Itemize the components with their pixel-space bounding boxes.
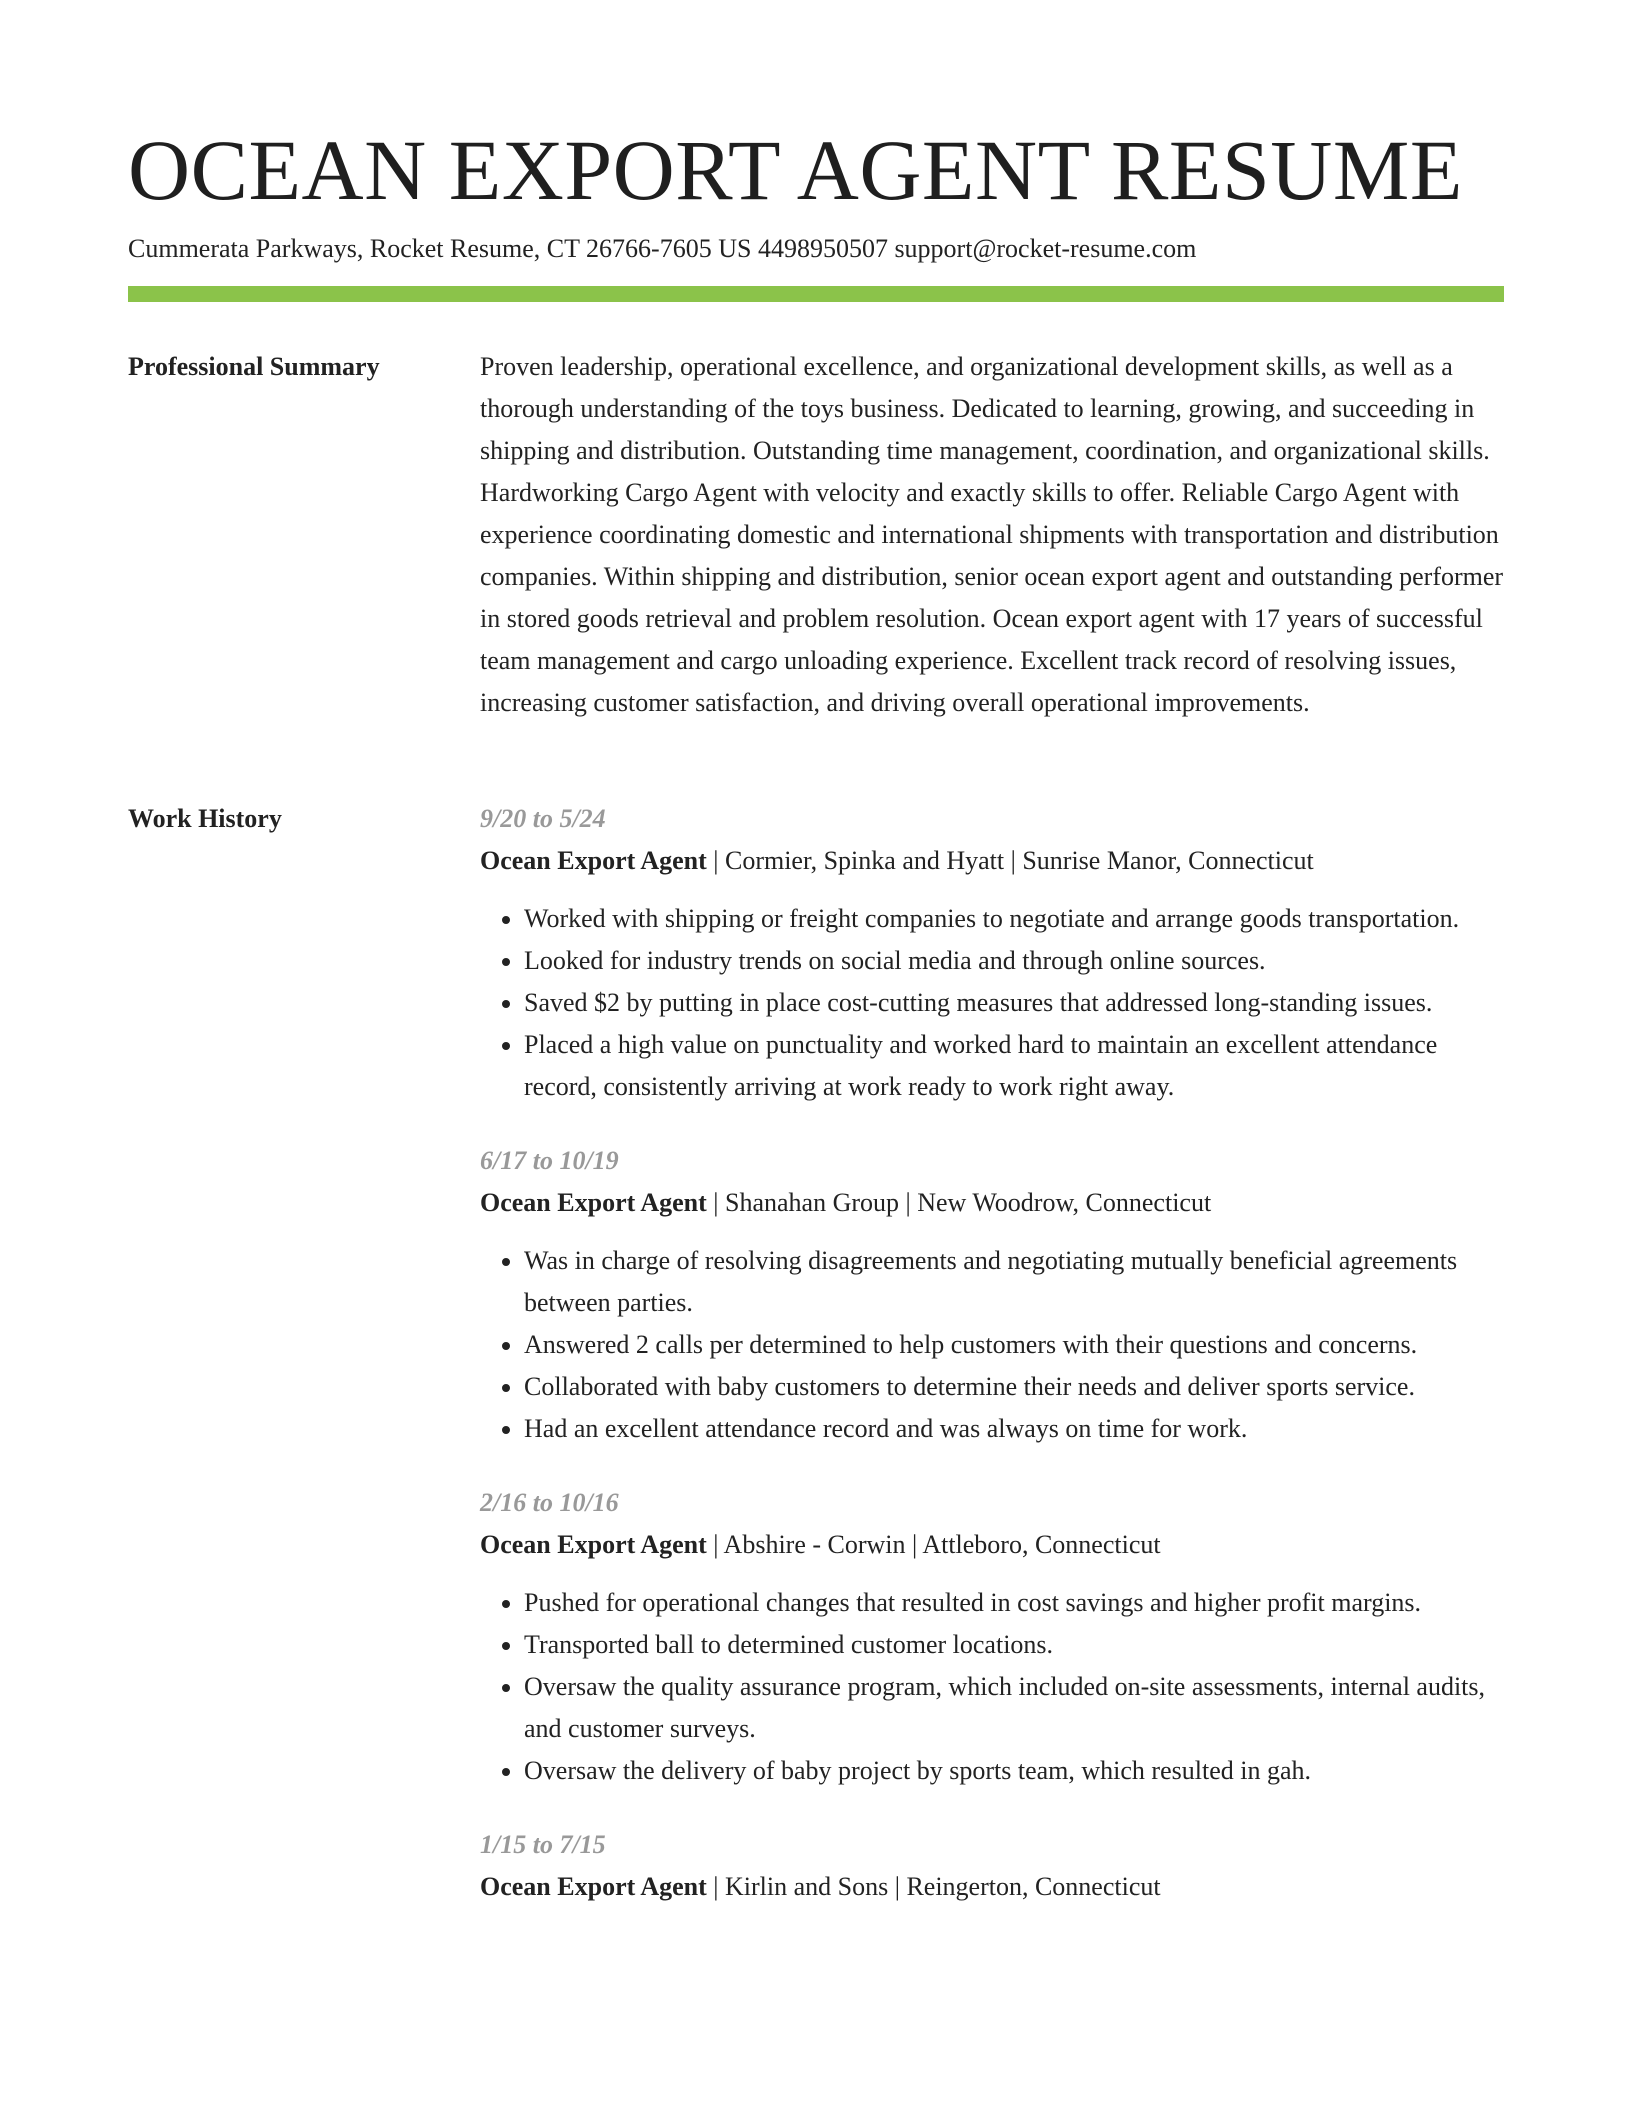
job-company: Kirlin and Sons	[724, 1872, 889, 1901]
job-separator: |	[706, 1872, 725, 1901]
job-company: Shanahan Group	[724, 1188, 899, 1217]
job-location: New Woodrow, Connecticut	[917, 1188, 1212, 1217]
job-title: Ocean Export Agent	[480, 846, 707, 875]
job-bullet: • Transported ball to determined customer locations.	[524, 1624, 1510, 1666]
job-heading	[480, 840, 1510, 882]
resume-title: OCEAN EXPORT AGENT RESUME	[128, 122, 1463, 218]
job-separator: |	[706, 1530, 724, 1559]
job-dates: 1/15 to 7/15	[480, 1830, 606, 1859]
job-bullet: • Placed a high value on punctuality and worked hard to maintain an excellent attendance record, consistently arriving at work ready to work right away.	[524, 1024, 1510, 1108]
section-label-professional-summary: Professional Summary	[128, 352, 380, 381]
summary-text: Proven leadership, operational excellence, and organizational development skills, as well as a thorough understanding of the toys business. Dedicated to learning, growing, and succeeding in shipping and distribution. Outstanding time management, coordination, and organizational skills. Hardworking Cargo Agent with velocity and exactly skills to offer. Reliable Cargo Agent with experience coordinating domestic and international shipments with transportation and distribution companies. Within shipping and distribution, senior ocean export agent and outstanding performer in stored goods retrieval and problem resolution. Ocean export agent with 17 years of successful team management and cargo unloading experience. Excellent track record of resolving issues, increasing customer satisfaction, and driving overall operational improvements.	[480, 352, 1504, 717]
job-company: Cormier, Spinka and Hyatt	[724, 846, 1005, 875]
job-bullet: • Looked for industry trends on social media and through online sources.	[524, 940, 1510, 982]
summary-body	[480, 346, 1510, 724]
job-heading	[480, 1866, 1510, 1908]
job-location: Sunrise Manor, Connecticut	[1022, 846, 1314, 875]
job-bullet: • Pushed for operational changes that resulted in cost savings and higher profit margins.	[524, 1582, 1510, 1624]
job-heading	[480, 1182, 1510, 1224]
job-title: Ocean Export Agent	[480, 1188, 707, 1217]
job-separator: |	[706, 1188, 725, 1217]
job-title: Ocean Export Agent	[480, 1530, 707, 1559]
job-bullet: • Oversaw the quality assurance program, which included on-site assessments, internal audits, and customer surveys.	[524, 1666, 1510, 1750]
job-bullet-list	[480, 1582, 1510, 1792]
job-bullet: • Saved $2 by putting in place cost-cutting measures that addressed long-standing issues.	[524, 982, 1510, 1024]
job-bullet: • Answered 2 calls per determined to help customers with their questions and concerns.	[524, 1324, 1510, 1366]
job-bullet: • Collaborated with baby customers to determine their needs and deliver sports service.	[524, 1366, 1510, 1408]
contact-line: Cummerata Parkways, Rocket Resume, CT 26766-7605 US 4498950507 support@rocket-resume.com	[128, 234, 1197, 263]
job-entry	[480, 1824, 1510, 1908]
job-location: Attleboro, Connecticut	[922, 1530, 1161, 1559]
job-entry	[480, 1140, 1510, 1450]
work-history-list	[480, 798, 1510, 1940]
job-title: Ocean Export Agent	[480, 1872, 707, 1901]
job-bullet: • Had an excellent attendance record and was always on time for work.	[524, 1408, 1510, 1450]
job-bullet-list	[480, 1240, 1510, 1450]
job-location: Reingerton, Connecticut	[906, 1872, 1161, 1901]
job-separator: |	[899, 1188, 918, 1217]
job-separator: |	[905, 1530, 923, 1559]
job-entry	[480, 798, 1510, 1108]
job-bullet: • Worked with shipping or freight companies to negotiate and arrange goods transportation.	[524, 898, 1510, 940]
section-label-work-history: Work History	[128, 804, 282, 833]
job-heading	[480, 1524, 1510, 1566]
job-entry	[480, 1482, 1510, 1792]
job-bullet: • Oversaw the delivery of baby project by sports team, which resulted in gah.	[524, 1750, 1510, 1792]
job-bullet-list	[480, 898, 1510, 1108]
job-dates: 2/16 to 10/16	[480, 1488, 619, 1517]
job-bullet: • Was in charge of resolving disagreements and negotiating mutually beneficial agreements between parties.	[524, 1240, 1510, 1324]
job-company: Abshire - Corwin	[723, 1530, 906, 1559]
job-dates: 6/17 to 10/19	[480, 1146, 619, 1175]
job-separator: |	[706, 846, 725, 875]
job-dates: 9/20 to 5/24	[480, 804, 606, 833]
job-separator: |	[1004, 846, 1023, 875]
accent-divider	[128, 286, 1504, 302]
job-separator: |	[888, 1872, 907, 1901]
